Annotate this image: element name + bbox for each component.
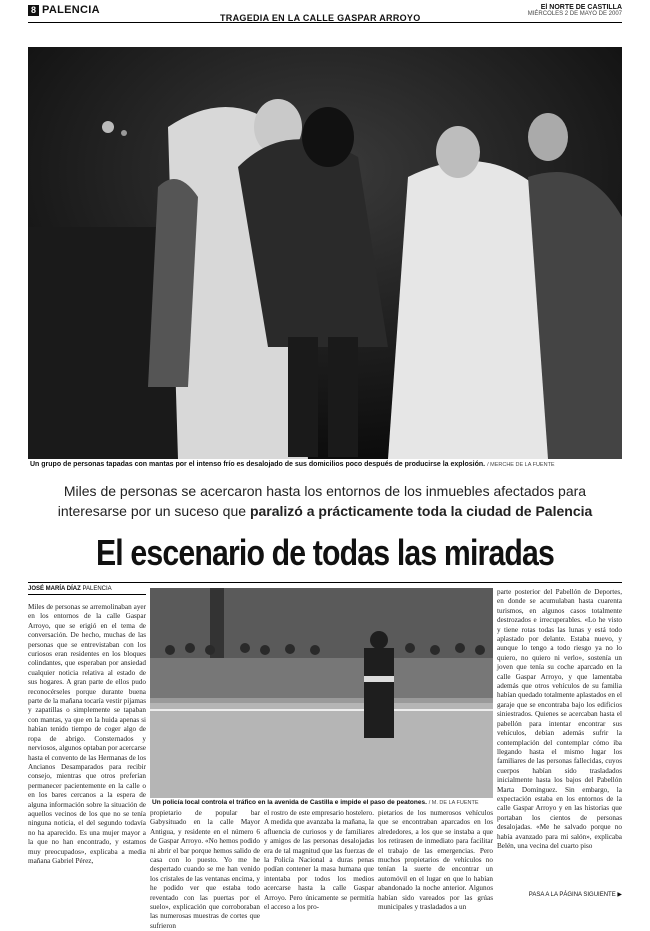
secondary-photo-caption-text: Un policía local controla el tráfico en la avenida de Castilla e impide el paso de peatones. [152, 799, 427, 806]
issue-date: MIÉRCOLES 2 DE MAYO DE 2007 [527, 11, 622, 17]
section-name: PALENCIA [42, 4, 100, 16]
body-column-4: pietarios de los numerosos vehículos que se encontraban aparcados en los alrededores, a los que se instaba a que los retirasen de inmediato para facilitar el trabajo de las emergencias. Pero muchos propietarios de vehículos no tenían la suerte de encontrar un automóvil en el lugar en que lo habían abandonado la noche anterior. Algunos habían sido vareados por las grúas municipales y trasladados a un [378, 809, 493, 912]
main-photo-credit: / MERCHE DE LA FUENTE [487, 462, 555, 468]
subhead-line-2-bold: paralizó a prácticamente toda la ciudad de Palencia [249, 503, 593, 519]
body-column-5: parte posterior del Pabellón de Deportes, en donde se acumulaban hasta cuarenta turismos, en algunos casos totalmente destrozados e irrecuperables. «Lo he visto y tiene rotas todas las lunas y está todo aplastado por delante. Estaba nuevo, y aunque lo tengo a todo riesgo ya no lo quiero, no quiero ni verlo», sostenía un joven que tenía su coche aparcado en la calle Gaspar Arroyo, y que lamentaba además que otros vehículos de su familia habían quedado totalmente aplastados en el garaje que se encontraba bajo los edificios siniestrados. Quienes se acercaban hasta el pabellón para intentar encontrar sus vehículos, debían además sufrir la contemplación del contemplar cómo iba llegando hasta el mismo lugar los familiares de las personas fallecidas, cuyos cuerpos habían sido trasladados inicialmente hasta los bajos del Pabellón Marta Domínguez. Sin embargo, la expectación estaba en los entornos de la calle Gaspar Arroyo y en las historias que portaban los cientos de personas desalojadas. «Me he salvado porque no había avanzado para mi salón», explicaba Belén, una vecina del cuarto piso [497, 588, 622, 850]
main-photo [28, 47, 622, 459]
subhead-line-2 [28, 503, 622, 519]
kicker: TRAGEDIA EN LA CALLE GASPAR ARROYO [220, 13, 421, 23]
secondary-photo [150, 588, 493, 798]
body-column-1: Miles de personas se arremolinaban ayer en los entornos de la calle Gaspar Arroyo, que se erigió en el tema de conversación. De hecho, muchas de las personas que se entrevistaban con los curiosos eran residentes en los bloques colindantes, que esperaban por ansiedad cualquier noticia relativa al estado de sus hogares. A gran parte de ellos pudo reconocérseles porque durante buena parte de la mañana tocaría vestir pijamas y zapatillas o simplemente se tapaban con mantas, ya que en la huida apenas si habían tenido tiempo de coger algo de ropa de abrigo. Consternados y nerviosos, algunos optaban por acercarse hasta el convento de las Hermanas de los Ancianos Desamparados para recibir consejo, mientras que otros preferían permanecer pacientemente en la calle o en los bares cercanos a la espera de alguna información sobre la situación de aquellos vecinos de los que no se tenía ninguna noticia, el del segundo todavía no ha aparecido. Es una mujer mayor a la que no han encontrado, y estamos muy preocupados», explicaba a media mañana Gabriel Pérez, [28, 603, 146, 865]
subhead-line-1: Miles de personas se acercaron hasta los entornos de los inmuebles afectados para [63, 483, 587, 499]
publication-name: El NORTE DE CASTILLA [540, 4, 622, 11]
headline: El escenario de todas las miradas [95, 532, 555, 573]
secondary-photo-credit: / M. DE LA FUENTE [428, 800, 479, 806]
header-rule [28, 22, 622, 23]
main-photo-caption [30, 461, 622, 468]
body-column-2: propietario de popular bar Gabysituado en la calle Mayor Antigua, y residente en el número 6 de Gaspar Arroyo. «No hemos podido ni abrir el bar porque hemos salido de casa con lo puesto. Yo me he despertado cuando se me han venido los cristales de las ventanas encima, y he podido ver que estaba todo reventado con las puertas por el suelo», explicación que corroboraban las numerosas muestras de cortes que sufrieron [150, 809, 260, 930]
body-column-3: el rostro de este empresario hostelero. A medida que avanzaba la mañana, la afluencia de curiosos y de familiares y amigos de las personas desalojadas era de tal magnitud que las fuerzas de la Policía Nacional a duras penas podían contener la masa humana que intentaba por todos los medios acercarse hasta la calle Gaspar Arroyo. Pero únicamente se permitía el acceso a los pro- [264, 809, 374, 912]
subhead-line-2-start: interesarse por un suceso que [57, 503, 250, 519]
masthead [528, 4, 622, 17]
byline [28, 586, 146, 595]
page-number: 8 [28, 5, 39, 16]
byline-name: JOSÉ MARÍA DÍAZ [28, 586, 81, 592]
byline-place: PALENCIA [82, 586, 112, 592]
headline-rule [28, 582, 622, 583]
page-header [28, 4, 622, 22]
main-photo-caption-text: Un grupo de personas tapadas con mantas por el intenso frío es desalojado de sus domicilios poco después de producirse la explosión. [30, 461, 486, 468]
continue-link[interactable]: PASA A LA PÁGINA SIGUIENTE ▶ [528, 892, 622, 898]
secondary-photo-caption [152, 799, 494, 806]
